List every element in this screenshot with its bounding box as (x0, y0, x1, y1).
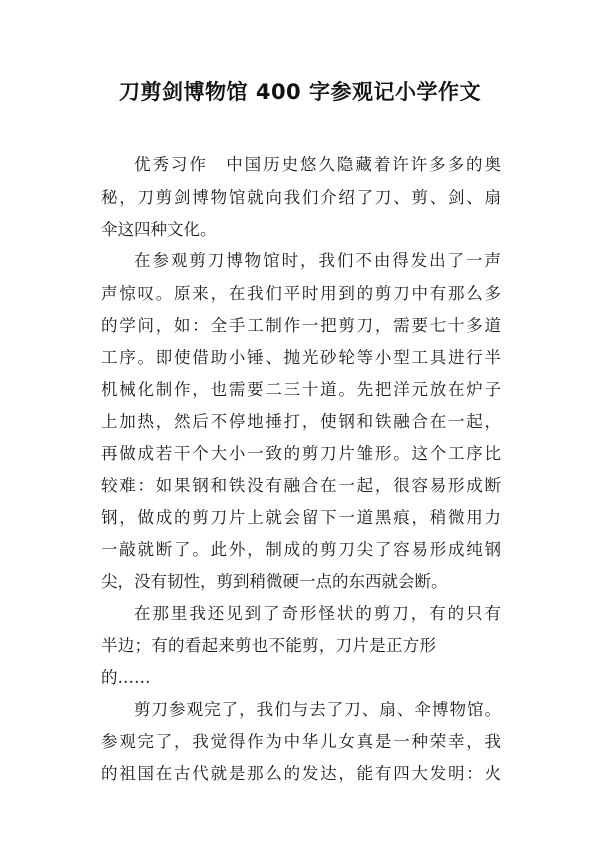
paragraph-3-line-2: 半边；有的看起来剪也不能剪，刀片是正方形 (101, 636, 436, 655)
paragraph-4-line-2: 参观完了，我觉得作为中华儿女真是一种荣幸，我 (101, 732, 501, 751)
paragraph-2-line-9: 钢，做成的剪刀片上就会留下一道黑痕，稍微用力 (101, 508, 501, 527)
paragraph-2-line-8: 较难：如果钢和铁没有融合在一起，很容易形成断 (101, 476, 501, 495)
paragraph-2-line-1: 在参观剪刀博物馆时，我们不由得发出了一声 (134, 251, 501, 270)
paragraph-2-line-3: 的学问，如：全手工制作一把剪刀，需要七十多道 (101, 316, 501, 335)
paragraph-2-line-6: 上加热，然后不停地捶打，使钢和铁融合在一起， (101, 412, 501, 431)
paragraph-1-line-3: 伞这四种文化。 (101, 220, 217, 239)
essay-body (101, 0, 501, 849)
paragraph-4-line-1: 剪刀参观完了，我们与去了刀、扇、伞博物馆。 (134, 700, 501, 719)
paragraph-3-line-3: 的…… (101, 668, 151, 687)
paragraph-3-line-1: 在那里我还见到了奇形怪状的剪刀，有的只有 (134, 604, 501, 623)
paragraph-2-line-2: 声惊叹。原来，在我们平时用到的剪刀中有那么多 (101, 284, 501, 303)
paragraph-2-line-11: 尖，没有韧性，剪到稍微硬一点的东西就会断。 (101, 572, 448, 591)
paragraph-1-line-1: 优秀习作 中国历史悠久隐藏着许许多多的奥 (134, 155, 501, 174)
paragraph-2-line-7: 再做成若干个大小一致的剪刀片雏形。这个工序比 (101, 444, 501, 463)
paragraph-2-line-4: 工序。即使借助小锤、抛光砂轮等小型工具进行半 (101, 348, 501, 367)
paragraph-2-line-10: 一敲就断了。此外，制成的剪刀尖了容易形成纯钢 (101, 540, 501, 559)
paragraph-2-line-5: 机械化制作，也需要二三十道。先把洋元放在炉子 (101, 380, 501, 399)
document-title: 刀剪剑博物馆 400 字参观记小学作文 (119, 80, 481, 104)
paragraph-1-line-2: 秘，刀剪剑博物馆就向我们介绍了刀、剪、剑、扇 (101, 188, 501, 207)
paragraph-4-line-3: 的祖国在古代就是那么的发达，能有四大发明：火 (101, 764, 501, 783)
